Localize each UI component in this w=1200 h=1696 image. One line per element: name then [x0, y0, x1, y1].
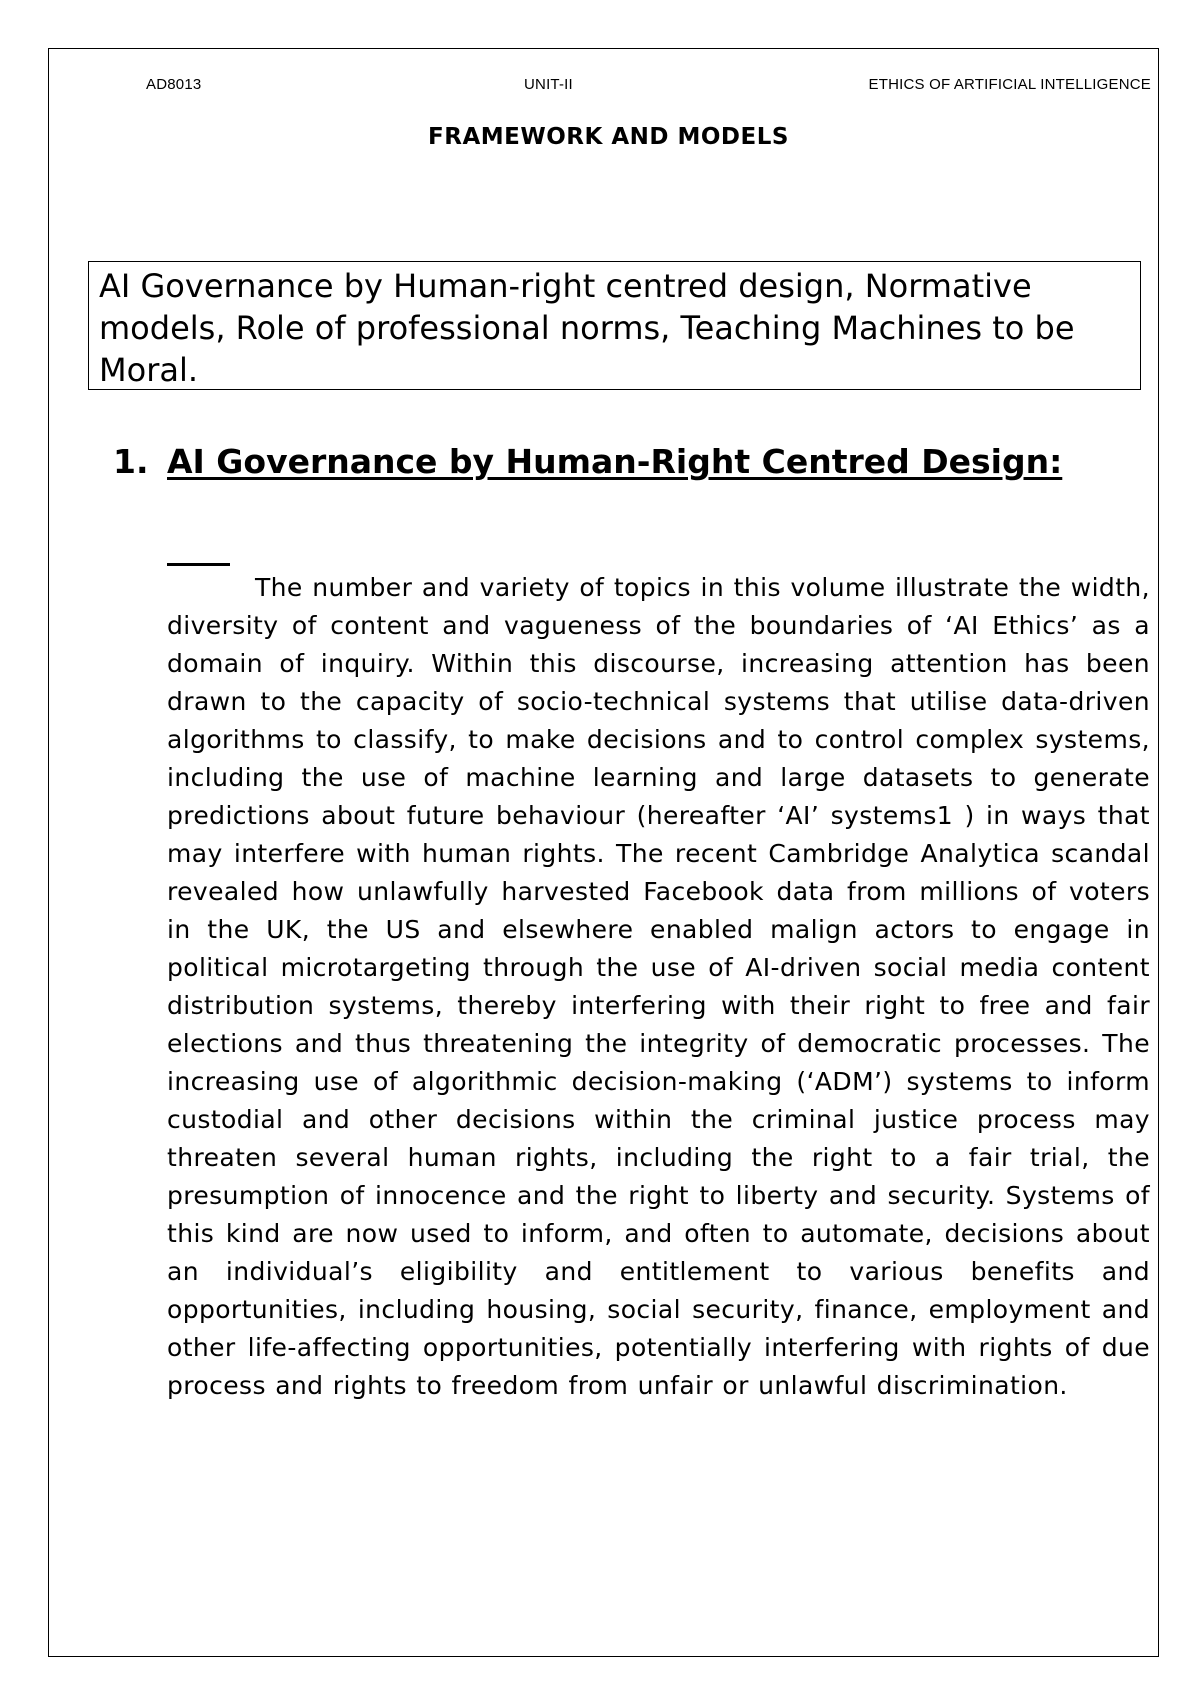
header-course-code: AD8013 [146, 76, 202, 93]
header-unit: UNIT-II [524, 76, 573, 93]
section-heading [113, 436, 1067, 487]
section-title: AI Governance by Human-Right Centred Design: [167, 442, 1063, 481]
section-number: 1. [113, 442, 149, 481]
document-title: FRAMEWORK AND MODELS [428, 124, 789, 150]
section-body-paragraph: The number and variety of topics in this volume illustrate the width, diversity of content and vagueness of the boundaries of ‘AI Ethics’ as a domain of inquiry. Within this discourse, increasing attention has been drawn to the capacity of socio-technical systems that utilise data-driven algorithms to classify, to make decisions and to control complex systems, including the use of machine learning and large datasets to generate predictions about future behaviour (hereafter ‘AI’ systems1 ) in ways that may interfere with human rights. The recent Cambridge Analytica scandal revealed how unlawfully harvested Facebook data from millions of voters in the UK, the US and elsewhere enabled malign actors to engage in political microtargeting through the use of AI-driven social media content distribution systems, thereby interfering with their right to free and fair elections and thus threatening the integrity of democratic processes. The increasing use of algorithmic decision-making (‘ADM’) systems to inform custodial and other decisions within the criminal justice process may threaten several human rights, including the right to a fair trial, the presumption of innocence and the right to liberty and security. Systems of this kind are now used to inform, and often to automate, decisions about an individual’s eligibility and entitlement to various benefits and opportunities, including housing, social security, finance, employment and other life-affecting opportunities, potentially interfering with rights of due process and rights to freedom from unfair or unlawful discrimination. [167, 573, 1150, 1400]
header-course-title: ETHICS OF ARTIFICIAL INTELLIGENCE [868, 76, 1151, 93]
topics-box: AI Governance by Human-right centred design, Normative models, Role of professional norms, Teaching Machines to be Moral. [88, 261, 1141, 390]
underline-stub [167, 563, 230, 566]
